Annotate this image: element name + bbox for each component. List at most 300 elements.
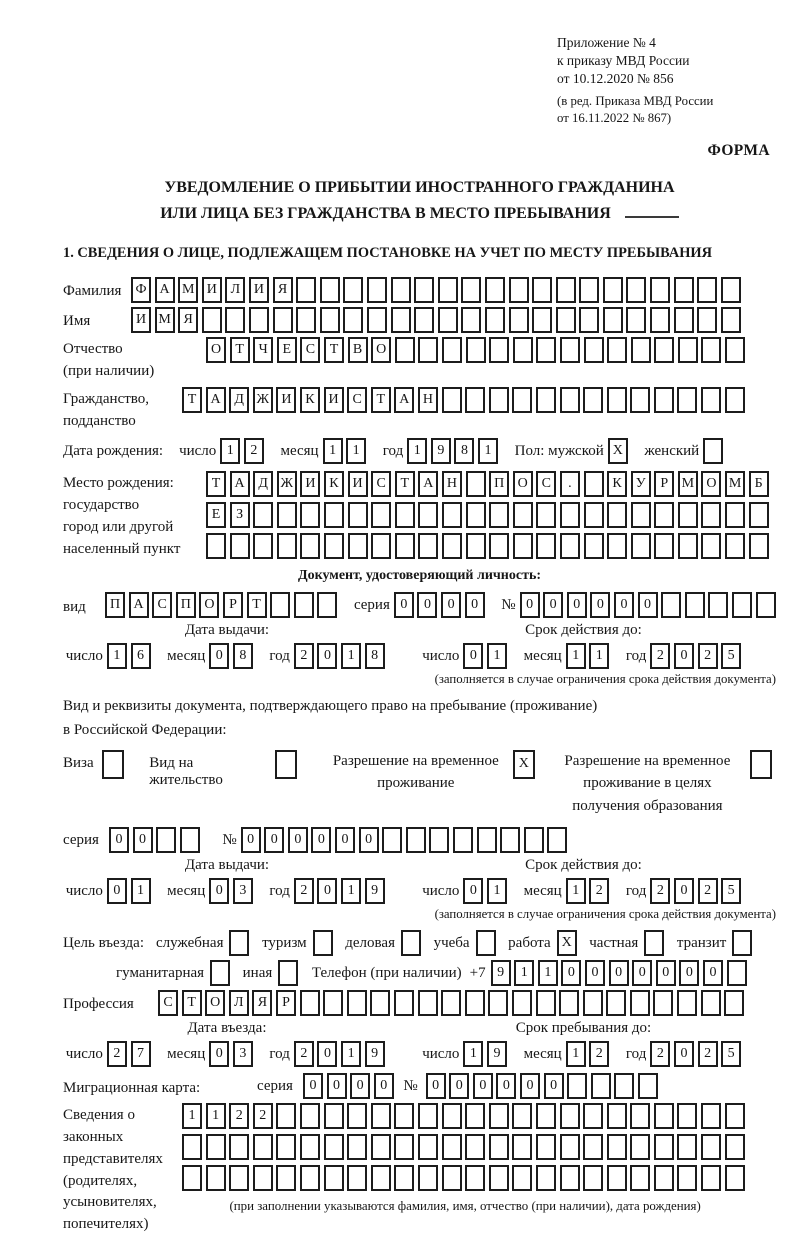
representatives-label: Сведения о законных представителях (родителях, усыновителях, попечителях) xyxy=(63,1107,163,1233)
gender-female-checkbox xyxy=(703,438,727,464)
visa-checkbox xyxy=(102,750,128,779)
form-cell xyxy=(721,277,741,303)
form-cell: 2 xyxy=(650,643,670,669)
validity-note: (заполняется в случае ограничения срока действия документа) xyxy=(434,672,776,687)
form-cell: 0 xyxy=(264,827,284,853)
permit-issue-date: Дата выдачи: число 0 1 месяц 0 3 год 2 0 1 9 xyxy=(63,857,391,904)
purpose-tourism-checkbox xyxy=(313,930,337,956)
form-cell xyxy=(513,533,533,559)
form-cell: 0 xyxy=(561,960,581,986)
birth-month-cells xyxy=(323,438,370,464)
purpose-work-checkbox xyxy=(557,930,581,956)
form-cell xyxy=(367,277,387,303)
birthplace-cells-row2 xyxy=(206,502,772,528)
form-cell xyxy=(756,592,776,618)
form-cell xyxy=(685,592,705,618)
entry-day-cells xyxy=(107,1041,154,1067)
appendix-line: Приложение № 4 xyxy=(557,35,656,50)
form-cell: 1 xyxy=(341,643,361,669)
permit-series-label: серия xyxy=(63,831,99,848)
form-cell xyxy=(418,1103,438,1129)
form-cell: 6 xyxy=(131,643,151,669)
form-cell xyxy=(654,1134,674,1160)
form-cell: 1 xyxy=(107,643,127,669)
form-cell: Т xyxy=(182,990,202,1016)
form-cell xyxy=(524,827,544,853)
visa-label: Виза xyxy=(63,754,94,771)
birth-date-row xyxy=(63,438,776,464)
form-cell: Ж xyxy=(277,471,297,497)
form-cell: 0 xyxy=(463,878,483,904)
form-cell: И xyxy=(276,387,296,413)
form-cell: 8 xyxy=(233,643,253,669)
issue-day-cells xyxy=(107,643,154,669)
temp-residence-permit-label: Разрешение на временное проживание xyxy=(332,752,499,792)
form-cell xyxy=(607,337,627,363)
patronymic-row xyxy=(63,337,776,383)
form-cell xyxy=(584,471,604,497)
form-cell xyxy=(225,307,245,333)
form-cell: 0 xyxy=(441,592,461,618)
form-cell: 0 xyxy=(133,827,153,853)
residence-permit-checkbox xyxy=(275,750,301,779)
gender-male-label: Пол: мужской xyxy=(514,442,604,459)
migration-card-label: Миграционная карта: xyxy=(63,1079,201,1096)
form-cell: Т xyxy=(395,471,415,497)
form-cell xyxy=(441,990,461,1016)
form-cell: 1 xyxy=(346,438,366,464)
doc-number-label: № xyxy=(501,596,516,613)
form-cell: 0 xyxy=(473,1073,493,1099)
form-cell xyxy=(294,592,314,618)
form-cell xyxy=(512,1103,532,1129)
form-cell: М xyxy=(678,471,698,497)
purpose-other-checkbox xyxy=(278,960,302,986)
form-cell: 8 xyxy=(454,438,474,464)
purpose-option-official: служебная xyxy=(156,930,253,956)
form-cell xyxy=(626,307,646,333)
form-cell xyxy=(532,277,552,303)
form-cell xyxy=(348,533,368,559)
form-cell xyxy=(579,277,599,303)
form-cell xyxy=(677,1103,697,1129)
form-cell xyxy=(249,307,269,333)
form-cell: 0 xyxy=(288,827,308,853)
form-cell xyxy=(382,827,402,853)
form-cell: 0 xyxy=(656,960,676,986)
form-cell xyxy=(300,1134,320,1160)
form-cell xyxy=(229,1165,249,1191)
form-cell xyxy=(296,277,316,303)
form-cell xyxy=(725,337,745,363)
form-cell xyxy=(230,533,250,559)
entry-date: Дата въезда: число 2 7 месяц 0 3 год 2 0 1 9 xyxy=(63,1020,391,1067)
form-cell: Я xyxy=(178,307,198,333)
form-cell: Н xyxy=(442,471,462,497)
form-cell xyxy=(584,337,604,363)
year-label: год xyxy=(382,442,404,459)
form-cell xyxy=(603,307,623,333)
form-cell: Т xyxy=(230,337,250,363)
form-cell: X xyxy=(557,930,577,956)
form-cell xyxy=(732,592,752,618)
form-cell: 0 xyxy=(674,878,694,904)
stay-month-cells xyxy=(566,1041,613,1067)
form-cell xyxy=(701,387,721,413)
form-cell: 9 xyxy=(365,1041,385,1067)
form-cell: 1 xyxy=(566,643,586,669)
form-cell xyxy=(401,930,421,956)
form-cell xyxy=(626,277,646,303)
form-cell xyxy=(300,502,320,528)
permit-dates xyxy=(63,857,776,904)
form-cell xyxy=(583,387,603,413)
form-cell: 0 xyxy=(679,960,699,986)
form-cell xyxy=(414,277,434,303)
form-cell xyxy=(732,930,752,956)
form-cell xyxy=(513,502,533,528)
purpose-humanitarian-checkbox xyxy=(210,960,234,986)
form-cell: А xyxy=(418,471,438,497)
form-cell: 0 xyxy=(359,827,379,853)
form-cell xyxy=(489,337,509,363)
form-cell xyxy=(644,930,664,956)
doc-type-label: вид xyxy=(63,598,86,615)
form-cell xyxy=(489,1103,509,1129)
form-cell xyxy=(270,592,290,618)
form-cell: И xyxy=(324,387,344,413)
permit-number-cells xyxy=(241,827,571,853)
form-cell xyxy=(442,337,462,363)
phone-prefix: +7 xyxy=(469,964,486,981)
appendix-line: от 10.12.2020 № 856 xyxy=(557,71,674,87)
form-cell xyxy=(556,277,576,303)
form-cell: 0 xyxy=(317,1041,337,1067)
form-cell: О xyxy=(513,471,533,497)
form-cell xyxy=(630,387,650,413)
form-cell: 1 xyxy=(514,960,534,986)
form-cell xyxy=(442,1165,462,1191)
appendix-block xyxy=(557,34,776,128)
form-cell xyxy=(701,990,721,1016)
form-cell xyxy=(701,337,721,363)
form-cell xyxy=(371,1134,391,1160)
form-cell xyxy=(102,750,124,779)
form-cell xyxy=(180,827,200,853)
form-cell xyxy=(674,277,694,303)
form-title-line1: УВЕДОМЛЕНИЕ О ПРИБЫТИИ ИНОСТРАННОГО ГРАЖДАНИНА xyxy=(164,178,675,196)
identity-doc-heading: Документ, удостоверяющий личность: xyxy=(297,568,542,584)
permit-valid-until: Срок действия до: число 0 1 месяц 1 2 год 2 0 2 5 xyxy=(391,857,776,904)
given-name-label: Имя xyxy=(63,313,91,330)
form-cell xyxy=(559,990,579,1016)
form-cell: Е xyxy=(277,337,297,363)
form-cell xyxy=(607,502,627,528)
form-cell xyxy=(560,533,580,559)
form-cell xyxy=(607,1134,627,1160)
form-cell: 0 xyxy=(567,592,587,618)
form-cell xyxy=(513,337,533,363)
form-cell xyxy=(556,307,576,333)
form-cell xyxy=(277,502,297,528)
form-cell xyxy=(532,307,552,333)
issue-year-cells xyxy=(294,643,388,669)
form-cell xyxy=(465,387,485,413)
permit-series-cells xyxy=(109,827,203,853)
form-cell: 0 xyxy=(614,592,634,618)
form-cell xyxy=(394,1165,414,1191)
form-cell xyxy=(317,592,337,618)
gender-female-label: женский xyxy=(644,442,700,459)
form-cell xyxy=(654,1103,674,1129)
form-cell: 2 xyxy=(294,1041,314,1067)
valid-until-heading: Срок действия до: xyxy=(525,622,642,639)
form-cell xyxy=(631,502,651,528)
form-cell: X xyxy=(513,750,535,779)
form-cell xyxy=(343,277,363,303)
permit-issue-year-cells xyxy=(294,878,388,904)
form-cell xyxy=(438,277,458,303)
migration-number-label: № xyxy=(403,1077,418,1094)
form-cell: 7 xyxy=(131,1041,151,1067)
form-cell xyxy=(182,1134,202,1160)
form-cell xyxy=(442,533,462,559)
form-cell xyxy=(701,502,721,528)
form-cell: 0 xyxy=(209,878,229,904)
form-cell xyxy=(367,307,387,333)
migration-number-cells xyxy=(426,1073,662,1099)
entry-dates xyxy=(63,1020,776,1067)
form-cell: 0 xyxy=(674,643,694,669)
form-cell: Ж xyxy=(253,387,273,413)
form-cell xyxy=(749,502,769,528)
form-cell: . xyxy=(560,471,580,497)
form-cell: К xyxy=(324,471,344,497)
form-cell: Л xyxy=(225,277,245,303)
profession-cells xyxy=(158,990,748,1016)
form-cell: 8 xyxy=(365,643,385,669)
form-cell: И xyxy=(131,307,151,333)
form-cell: И xyxy=(348,471,368,497)
purpose-option-private: частная xyxy=(589,930,668,956)
form-cell xyxy=(591,1073,611,1099)
form-cell: 0 xyxy=(544,1073,564,1099)
form-cell xyxy=(465,990,485,1016)
form-cell xyxy=(347,990,367,1016)
form-cell: 0 xyxy=(209,1041,229,1067)
form-cell: 0 xyxy=(465,592,485,618)
form-cell xyxy=(182,1165,202,1191)
form-cell xyxy=(324,533,344,559)
valid-day-cells xyxy=(463,643,510,669)
representatives-cells-row2 xyxy=(182,1134,748,1160)
form-cell xyxy=(750,750,772,779)
form-cell: 0 xyxy=(463,643,483,669)
form-label: ФОРМА xyxy=(707,141,770,159)
form-cell: Ч xyxy=(253,337,273,363)
representatives-row xyxy=(63,1103,776,1236)
form-cell xyxy=(701,1103,721,1129)
purpose-transit-checkbox xyxy=(732,930,756,956)
form-cell: Р xyxy=(654,471,674,497)
form-cell: 2 xyxy=(107,1041,127,1067)
form-cell: Д xyxy=(229,387,249,413)
form-cell: Т xyxy=(182,387,202,413)
form-cell xyxy=(278,960,298,986)
form-cell xyxy=(677,387,697,413)
form-cell xyxy=(394,1103,414,1129)
form-cell xyxy=(489,387,509,413)
edu-residence-permit-checkbox xyxy=(750,750,776,779)
gender-male-checkbox xyxy=(608,438,632,464)
form-cell xyxy=(348,502,368,528)
form-cell xyxy=(442,1134,462,1160)
form-cell: С xyxy=(158,990,178,1016)
form-cell: 1 xyxy=(487,878,507,904)
doc-type-cells xyxy=(105,592,341,618)
form-cell xyxy=(697,277,717,303)
form-cell xyxy=(661,592,681,618)
form-cell xyxy=(489,1134,509,1160)
section1-heading: 1. СВЕДЕНИЯ О ЛИЦЕ, ПОДЛЕЖАЩЕМ ПОСТАНОВКЕ НА УЧЕТ ПО МЕСТУ ПРЕБЫВАНИЯ xyxy=(63,245,712,262)
form-cell xyxy=(653,990,673,1016)
form-cell: С xyxy=(347,387,367,413)
form-cell: М xyxy=(155,307,175,333)
form-cell: 1 xyxy=(478,438,498,464)
form-cell xyxy=(678,533,698,559)
issue-month-cells xyxy=(209,643,256,669)
form-cell: Б xyxy=(749,471,769,497)
form-cell: 9 xyxy=(491,960,511,986)
form-cell xyxy=(466,533,486,559)
given-name-cells xyxy=(131,307,744,333)
form-cell xyxy=(418,1165,438,1191)
form-cell xyxy=(461,277,481,303)
form-cell: Р xyxy=(276,990,296,1016)
birthplace-label: Место рождения: государство город или другой населенный пункт xyxy=(63,475,181,557)
form-cell: П xyxy=(105,592,125,618)
patronymic-label: Отчество (при наличии) xyxy=(63,341,155,380)
form-cell xyxy=(536,1165,556,1191)
form-cell xyxy=(512,990,532,1016)
form-cell: К xyxy=(607,471,627,497)
surname-row xyxy=(63,277,776,303)
birthplace-cells-block xyxy=(206,471,772,564)
form-cell: 0 xyxy=(609,960,629,986)
form-cell xyxy=(650,277,670,303)
form-cell xyxy=(347,1165,367,1191)
form-cell xyxy=(395,502,415,528)
profession-row xyxy=(63,990,776,1016)
purpose-option-other: иная xyxy=(243,960,302,986)
temp-residence-permit-option xyxy=(327,750,539,795)
form-cell: 0 xyxy=(590,592,610,618)
residence-doc-intro-line2: в Российской Федерации: xyxy=(63,721,227,738)
form-cell xyxy=(607,533,627,559)
form-cell xyxy=(584,502,604,528)
form-cell xyxy=(320,277,340,303)
form-cell: 1 xyxy=(407,438,427,464)
form-cell: 1 xyxy=(566,878,586,904)
purpose-option-study: учеба xyxy=(434,930,500,956)
form-cell xyxy=(560,1165,580,1191)
form-cell xyxy=(300,1165,320,1191)
amendment-line: (в ред. Приказа МВД России xyxy=(557,94,714,109)
permit-series-row xyxy=(63,827,776,853)
form-cell xyxy=(323,990,343,1016)
amendment-line: от 16.11.2022 № 867) xyxy=(557,111,672,126)
form-cell: 9 xyxy=(431,438,451,464)
form-cell xyxy=(560,337,580,363)
valid-year-cells xyxy=(650,643,744,669)
form-cell xyxy=(488,990,508,1016)
form-cell xyxy=(418,533,438,559)
form-cell xyxy=(630,1165,650,1191)
form-cell xyxy=(229,1134,249,1160)
form-cell xyxy=(442,502,462,528)
form-title xyxy=(63,175,776,228)
form-cell: 0 xyxy=(374,1073,394,1099)
form-cell xyxy=(607,1165,627,1191)
form-cell xyxy=(654,337,674,363)
permit-validity-note: (заполняется в случае ограничения срока действия документа) xyxy=(434,907,776,922)
form-cell: К xyxy=(300,387,320,413)
form-cell xyxy=(476,930,496,956)
purpose-business-checkbox xyxy=(401,930,425,956)
form-cell xyxy=(418,990,438,1016)
purpose-study-checkbox xyxy=(476,930,500,956)
form-cell xyxy=(536,337,556,363)
identity-doc-valid-until: Срок действия до: число 0 1 месяц 1 1 год 2 0 2 5 xyxy=(391,622,776,669)
form-cell xyxy=(324,1134,344,1160)
phone-label: Телефон (при наличии) xyxy=(311,964,462,981)
form-cell xyxy=(701,1134,721,1160)
form-cell xyxy=(324,1103,344,1129)
form-cell xyxy=(606,990,626,1016)
form-cell xyxy=(276,1165,296,1191)
form-cell xyxy=(394,990,414,1016)
form-cell: 0 xyxy=(317,878,337,904)
form-cell xyxy=(583,1165,603,1191)
form-cell: И xyxy=(300,471,320,497)
form-cell xyxy=(701,533,721,559)
form-cell xyxy=(607,1103,627,1129)
form-cell xyxy=(583,1103,603,1129)
form-cell xyxy=(320,307,340,333)
form-cell: 9 xyxy=(365,878,385,904)
form-cell xyxy=(206,533,226,559)
form-cell: 2 xyxy=(253,1103,273,1129)
form-cell: 2 xyxy=(244,438,264,464)
form-cell xyxy=(654,1165,674,1191)
form-cell: 0 xyxy=(520,592,540,618)
form-cell: А xyxy=(394,387,414,413)
form-cell xyxy=(206,1165,226,1191)
visit-purpose-row2 xyxy=(116,960,776,986)
form-cell xyxy=(466,337,486,363)
residence-doc-options-row xyxy=(63,750,776,818)
representatives-note: (при заполнении указываются фамилия, имя, отчество (при наличии), дата рождения) xyxy=(229,1199,701,1214)
form-cell xyxy=(500,827,520,853)
visit-purpose-row1 xyxy=(63,930,776,956)
form-cell: Л xyxy=(229,990,249,1016)
form-cell: 1 xyxy=(589,643,609,669)
identity-doc-dates xyxy=(63,622,776,669)
form-cell xyxy=(614,1073,634,1099)
form-cell: О xyxy=(199,592,219,618)
form-cell: 1 xyxy=(463,1041,483,1067)
form-cell xyxy=(275,750,297,779)
